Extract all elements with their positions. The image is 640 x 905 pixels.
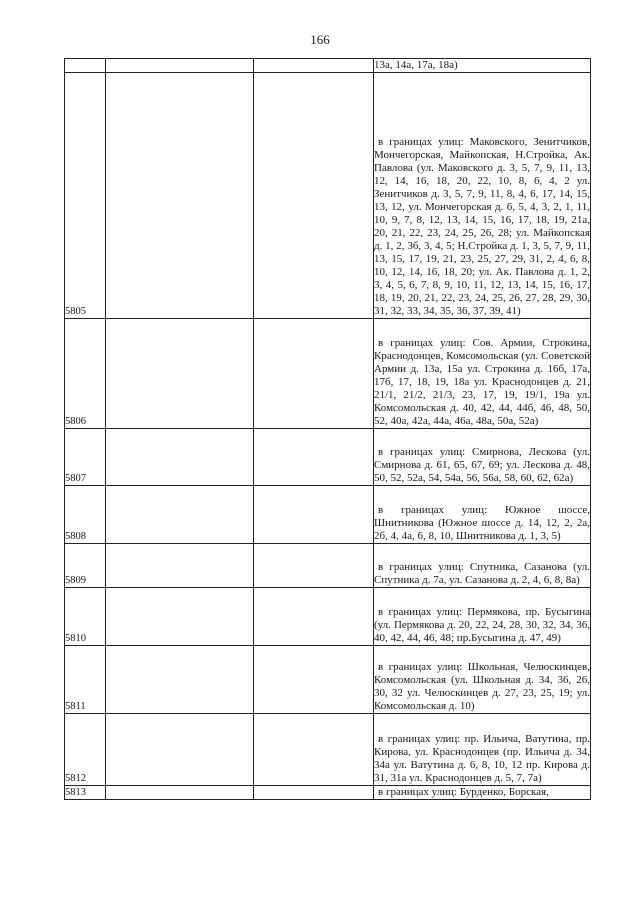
boundary-description: в границах улиц: Школьная, Челюскинцев, Комсомольская (ул. Школьная д. 34, 36, 26, 30, 32 ул. Челюскинцев д. 27, 23, 25, 19; ул. Комсомольская д. 10) [374, 646, 591, 714]
table-row [65, 486, 591, 544]
boundary-description: в границах улиц: Смирнова, Лескова (ул. Смирнова д. 61, 65, 67, 69; ул. Лескова д. 48, 50, 52, 52а, 54, 54а, 56, 56а, 58, 60, 62, 62а) [374, 429, 591, 486]
empty-cell [254, 59, 374, 73]
precinct-number: 5813 [65, 786, 106, 800]
boundary-description: 13а, 14а, 17а, 18а) [374, 59, 591, 73]
empty-cell [106, 429, 254, 486]
empty-cell [254, 588, 374, 646]
boundary-description: в границах улиц: Сов. Армии, Строкина, Краснодонцев, Комсомольская (ул. Советской Армии д. 13а, 15а ул. Строкина д. 16б, 17а, 17б, 17, 18, 19, 18а ул. Краснодонцев д. 21, 21/1, 21/2, 21/3, 23, 17, 19, 19/1, 19а ул. Комсомольская д. 40, 42, 44, 44б, 46, 48, 50, 52, 40а, 42а, 44а, 46а, 48а, 50а, 52а) [374, 319, 591, 429]
table-row [65, 714, 591, 786]
empty-cell [106, 714, 254, 786]
empty-cell [106, 544, 254, 588]
table-row [65, 588, 591, 646]
table-row [65, 59, 591, 73]
empty-cell [106, 646, 254, 714]
precinct-number: 5807 [65, 429, 106, 486]
empty-cell [254, 646, 374, 714]
empty-cell [106, 588, 254, 646]
table-row [65, 786, 591, 800]
precinct-number: 5808 [65, 486, 106, 544]
precinct-number: 5806 [65, 319, 106, 429]
empty-cell [254, 714, 374, 786]
boundary-description: в границах улиц: Бурденко, Борская, [374, 786, 591, 800]
empty-cell [106, 73, 254, 319]
table-row [65, 646, 591, 714]
empty-cell [254, 786, 374, 800]
precinct-number: 5810 [65, 588, 106, 646]
precinct-number [65, 59, 106, 73]
boundary-description: в границах улиц: Маковского, Зенитчиков, Мончегорская, Майкопская, Н.Стройка, Ак. Павлова (ул. Маковского д. 3, 5, 7, 9, 11, 13, 12, 14, 16, 18, 20, 22, 10, 8, 6, 4, 2 ул. Зенитчиков д. 3, 5, 7, 9, 11, 8, 4, 6, 17, 14, 15, 13, 12, ул. Мончегорская д. 6, 5, 4, 3, 2, 1, 11, 10, 9, 7, 8, 12, 13, 14, 15, 16, 17, 18, 19, 21а, 20, 21, 22, 23, 24, 25, 26, 28; ул. Майкопская д. 1, 2, 3б, 3, 4, 5; Н.Стройка д. 1, 3, 5, 7, 9, 11, 13, 15, 17, 19, 21, 23, 25, 27, 29, 31, 2, 4, 6, 8, 10, 12, 14, 16, 18, 20; ул. Ак. Павлова д. 1, 2, 3, 4, 5, 6, 7, 8, 9, 10, 11, 12, 13, 14, 15, 16, 17, 18, 19, 20, 21, 22, 23, 24, 25, 26, 27, 28, 29, 30, 31, 32, 33, 34, 35, 36, 37, 39, 41) [374, 73, 591, 319]
empty-cell [254, 73, 374, 319]
empty-cell [254, 486, 374, 544]
table-row [65, 544, 591, 588]
empty-cell [254, 319, 374, 429]
precinct-number: 5811 [65, 646, 106, 714]
empty-cell [106, 59, 254, 73]
empty-cell [106, 486, 254, 544]
boundary-description: в границах улиц: Пермякова, пр. Бусыгина (ул. Пермякова д. 20, 22, 24, 28, 30, 32, 34, 36, 40, 42, 44, 46, 48; пр.Бусыгина д. 47, 49) [374, 588, 591, 646]
empty-cell [254, 429, 374, 486]
precinct-number: 5812 [65, 714, 106, 786]
empty-cell [254, 544, 374, 588]
empty-cell [106, 786, 254, 800]
precinct-number: 5809 [65, 544, 106, 588]
boundary-description: в границах улиц: пр. Ильича, Ватутина, пр. Кирова, ул. Краснодонцев (пр. Ильича д. 34, 34а ул. Ватутина д. 6, 8, 10, 12 пр. Кирова д. 31, 31а ул. Краснодонцев д. 5, 7, 7а) [374, 714, 591, 786]
precinct-number: 5805 [65, 73, 106, 319]
boundary-description: в границах улиц: Южное шоссе, Шнитникова (Южное шоссе д. 14, 12, 2, 2а, 2б, 4, 4а, 6, 8, 10, Шнитникова д. 1, 3, 5) [374, 486, 591, 544]
empty-cell [106, 319, 254, 429]
precinct-table [64, 58, 591, 800]
boundary-description: в границах улиц: Спутника, Сазанова (ул. Спутника д. 7а, ул. Сазанова д. 2, 4, 6, 8, 8а) [374, 544, 591, 588]
table-row [65, 73, 591, 319]
table-row [65, 319, 591, 429]
table-row [65, 429, 591, 486]
page-number: 166 [310, 32, 330, 47]
